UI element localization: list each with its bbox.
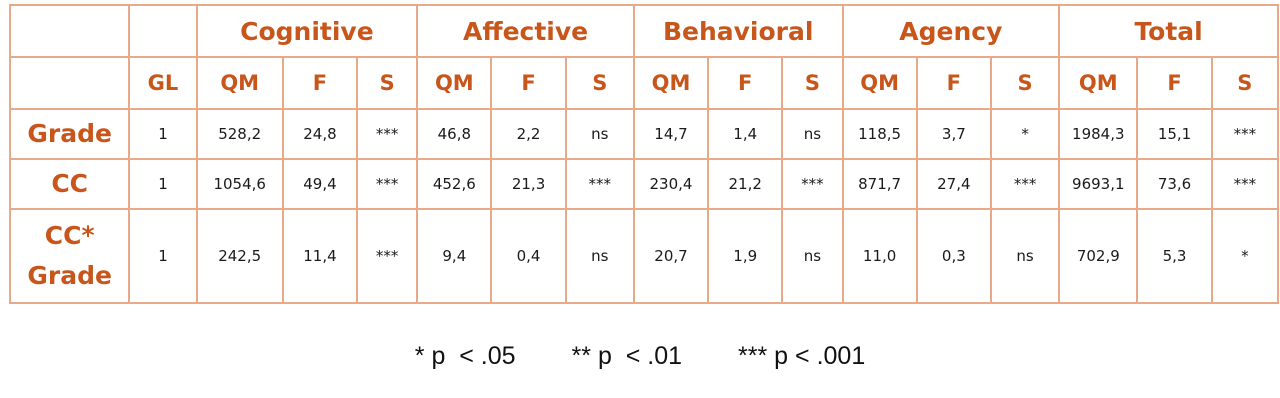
subheader-cell: QM — [634, 57, 708, 109]
table-cell: 49,4 — [283, 159, 357, 209]
table-cell: ns — [782, 209, 842, 303]
row-label-grade: Grade — [10, 109, 129, 159]
table-row — [10, 159, 1278, 209]
subheader-row — [10, 57, 1278, 109]
subheader-cell: S — [991, 57, 1059, 109]
subheader-cell: F — [917, 57, 991, 109]
table-cell: 15,1 — [1137, 109, 1211, 159]
group-header-behavioral: Behavioral — [634, 5, 843, 57]
table-cell: 20,7 — [634, 209, 708, 303]
table-cell: 11,0 — [843, 209, 917, 303]
table-cell: 871,7 — [843, 159, 917, 209]
table-cell: 230,4 — [634, 159, 708, 209]
table-cell: 9693,1 — [1059, 159, 1137, 209]
table-cell: 1 — [129, 209, 196, 303]
subheader-cell: S — [357, 57, 417, 109]
table-cell: 14,7 — [634, 109, 708, 159]
anova-table — [9, 4, 1279, 304]
subheader-cell: GL — [129, 57, 196, 109]
subheader-cell: QM — [1059, 57, 1137, 109]
table-cell: 0,3 — [917, 209, 991, 303]
empty-subheader-corner — [10, 57, 129, 109]
table-cell: 452,6 — [417, 159, 491, 209]
significance-legend — [0, 342, 1280, 371]
empty-corner-cell — [10, 5, 129, 57]
table-cell: 73,6 — [1137, 159, 1211, 209]
table-cell: 21,3 — [491, 159, 565, 209]
table-cell: 9,4 — [417, 209, 491, 303]
subheader-cell: S — [1212, 57, 1278, 109]
group-header-affective: Affective — [417, 5, 634, 57]
legend-item: *** p < .001 — [738, 342, 866, 370]
table-cell: *** — [782, 159, 842, 209]
table-cell: 1 — [129, 109, 196, 159]
table-row — [10, 209, 1278, 303]
subheader-cell: QM — [417, 57, 491, 109]
subheader-cell: S — [566, 57, 634, 109]
row-label-cc-grade — [10, 209, 129, 303]
table-cell: 528,2 — [197, 109, 283, 159]
subheader-cell: F — [1137, 57, 1211, 109]
table-cell: 1984,3 — [1059, 109, 1137, 159]
table-cell: 1054,6 — [197, 159, 283, 209]
legend-item: * p < .05 — [414, 342, 516, 370]
table-cell: 24,8 — [283, 109, 357, 159]
table-cell: 3,7 — [917, 109, 991, 159]
group-header-agency: Agency — [843, 5, 1060, 57]
table-cell: ns — [782, 109, 842, 159]
table-cell: * — [991, 109, 1059, 159]
table-cell: *** — [1212, 109, 1278, 159]
table-cell: *** — [991, 159, 1059, 209]
table-cell: 1 — [129, 159, 196, 209]
row-label-cc: CC — [10, 159, 129, 209]
table-cell: 118,5 — [843, 109, 917, 159]
table-cell: 0,4 — [491, 209, 565, 303]
table-cell: 5,3 — [1137, 209, 1211, 303]
group-header-total: Total — [1059, 5, 1278, 57]
table-cell: 11,4 — [283, 209, 357, 303]
row-label-line: CC* — [44, 221, 95, 250]
subheader-cell: S — [782, 57, 842, 109]
table-cell: ns — [991, 209, 1059, 303]
table-cell: *** — [1212, 159, 1278, 209]
table-cell: 21,2 — [708, 159, 782, 209]
legend-item: ** p < .01 — [571, 342, 683, 370]
subheader-cell: F — [491, 57, 565, 109]
table-row — [10, 109, 1278, 159]
table-cell: 702,9 — [1059, 209, 1137, 303]
row-label-line: Grade — [27, 261, 112, 290]
subheader-cell: QM — [843, 57, 917, 109]
subheader-cell: QM — [197, 57, 283, 109]
subheader-cell: F — [708, 57, 782, 109]
subheader-cell: F — [283, 57, 357, 109]
table-cell: *** — [357, 209, 417, 303]
table-cell: 242,5 — [197, 209, 283, 303]
table-cell: *** — [566, 159, 634, 209]
table-cell: 46,8 — [417, 109, 491, 159]
table-cell: *** — [357, 109, 417, 159]
table-cell: * — [1212, 209, 1278, 303]
group-header-cognitive: Cognitive — [197, 5, 418, 57]
table-cell: 2,2 — [491, 109, 565, 159]
group-header-row — [10, 5, 1278, 57]
table-cell: *** — [357, 159, 417, 209]
table-cell: 1,4 — [708, 109, 782, 159]
table-cell: 1,9 — [708, 209, 782, 303]
empty-gl-group-cell — [129, 5, 196, 57]
table-cell: ns — [566, 209, 634, 303]
table-cell: 27,4 — [917, 159, 991, 209]
table-cell: ns — [566, 109, 634, 159]
